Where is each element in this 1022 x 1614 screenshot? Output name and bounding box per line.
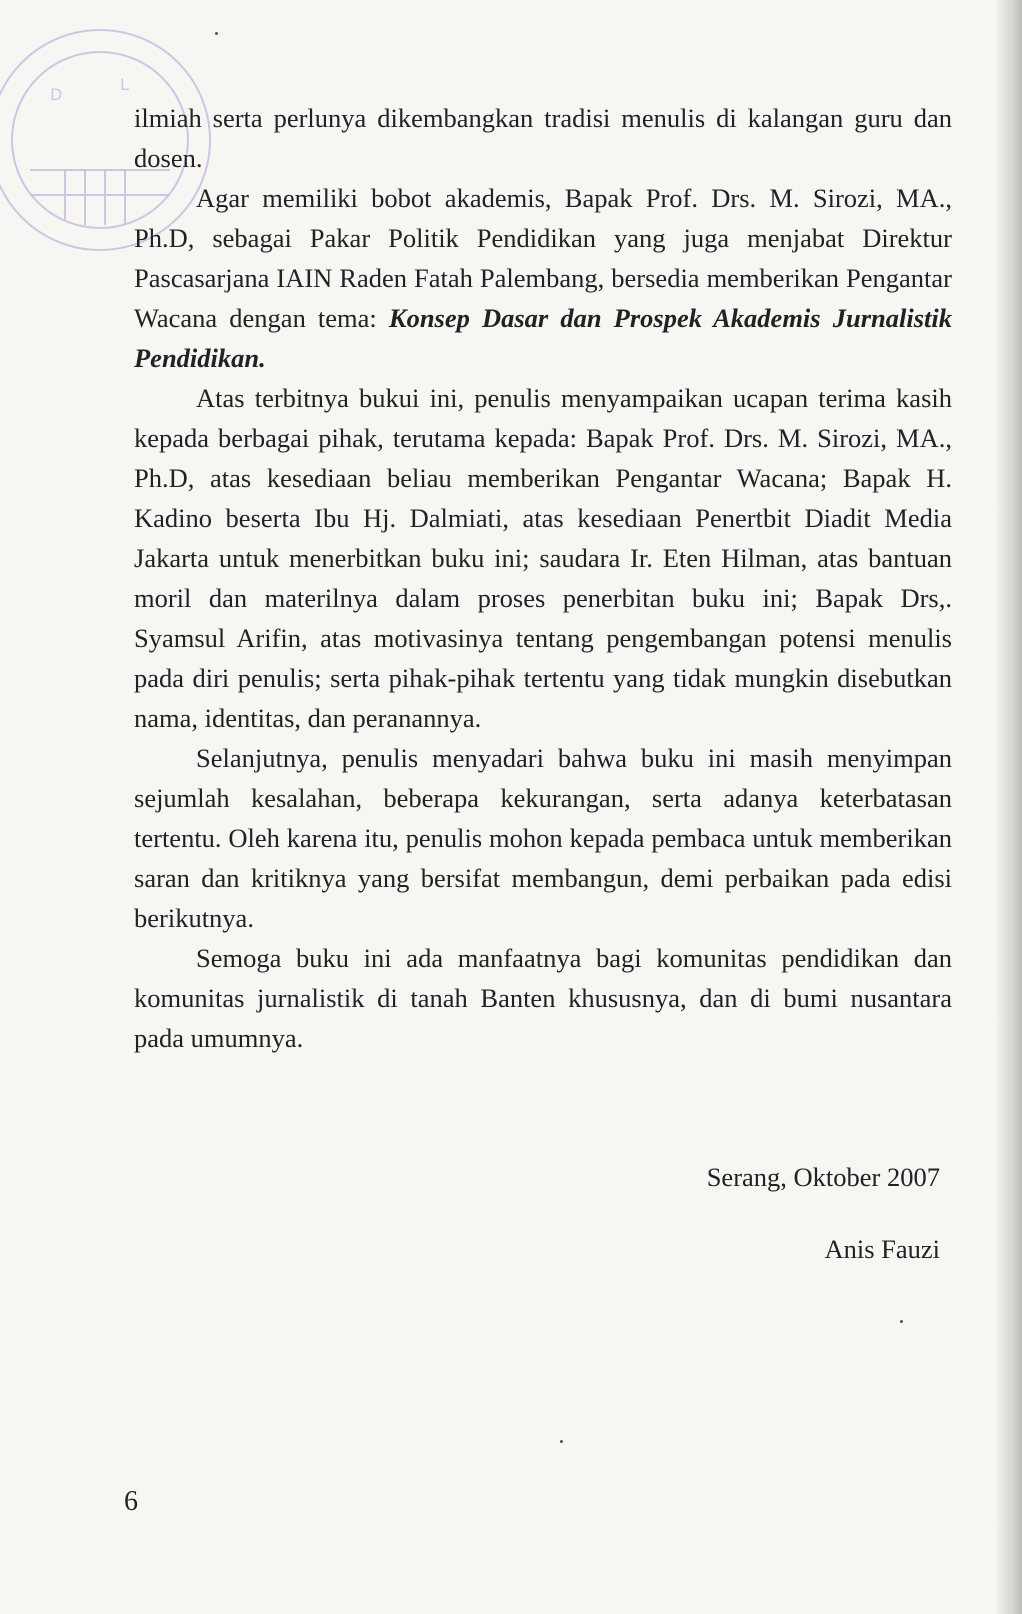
svg-text:L: L [120,75,129,94]
scan-speck [900,1320,903,1323]
paragraph [134,738,952,938]
paragraph [134,98,952,178]
scan-speck [215,32,218,35]
paragraph-text: Semoga buku ini ada manfaatnya bagi komunitas pendidikan dan komunitas jurnalistik di tanah Banten khususnya, dan di bumi nusantara pada umumnya. [134,943,952,1053]
body-text [134,98,952,1058]
paragraph-text: ilmiah serta perlunya dikembangkan tradisi menulis di kalangan guru dan dosen. [134,103,952,173]
paragraph [134,178,952,378]
signature-place-date: Serang, Oktober 2007 [706,1162,940,1192]
svg-text:D: D [50,85,63,104]
paragraph-text: Agar memiliki bobot akademis, Bapak Prof. Drs. M. Sirozi, MA., Ph.D, sebagai Pakar Politik Pendidikan yang juga menjabat Direktur Pascasarjana IAIN Raden Fatah Palembang, bersedia memberikan Pengantar Wacana dengan tema: [134,183,952,333]
paragraph [134,938,952,1058]
page-number: 6 [124,1486,138,1517]
paragraph-text: Selanjutnya, penulis menyadari bahwa buku ini masih menyimpan sejumlah kesalahan, beberapa kekurangan, serta adanya keterbatasan tertentu. Oleh karena itu, penulis mohon kepada pembaca untuk memberikan saran dan kritiknya yang bersifat membangun, demi perbaikan pada edisi berikutnya. [134,743,952,933]
paragraph [134,378,952,738]
paragraph-text: Atas terbitnya bukui ini, penulis menyampaikan ucapan terima kasih kepada berbagai pihak, terutama kepada: Bapak Prof. Drs. M. Sirozi, MA., Ph.D, atas kesediaan beliau memberikan Pengantar Wacana; Bapak H. Kadino beserta Ibu Hj. Dalmiati, atas kesediaan Penertbit Diadit Media Jakarta untuk menerbitkan buku ini; saudara Ir. Eten Hilman, atas bantuan moril dan materilnya dalam proses penerbitan buku ini; Bapak Drs,. Syamsul Arifin, atas motivasinya tentang pengembangan potensi menulis pada diri penulis; serta pihak-pihak tertentu yang tidak mungkin disebutkan nama, identitas, dan peranannya. [134,383,952,733]
scan-speck [560,1440,563,1443]
emphasized-theme: Konsep Dasar dan Prospek Akademis Jurnalistik Pendidikan. [134,303,953,373]
signature-author: Anis Fauzi [824,1234,940,1264]
page-edge-shadow [996,0,1022,1614]
